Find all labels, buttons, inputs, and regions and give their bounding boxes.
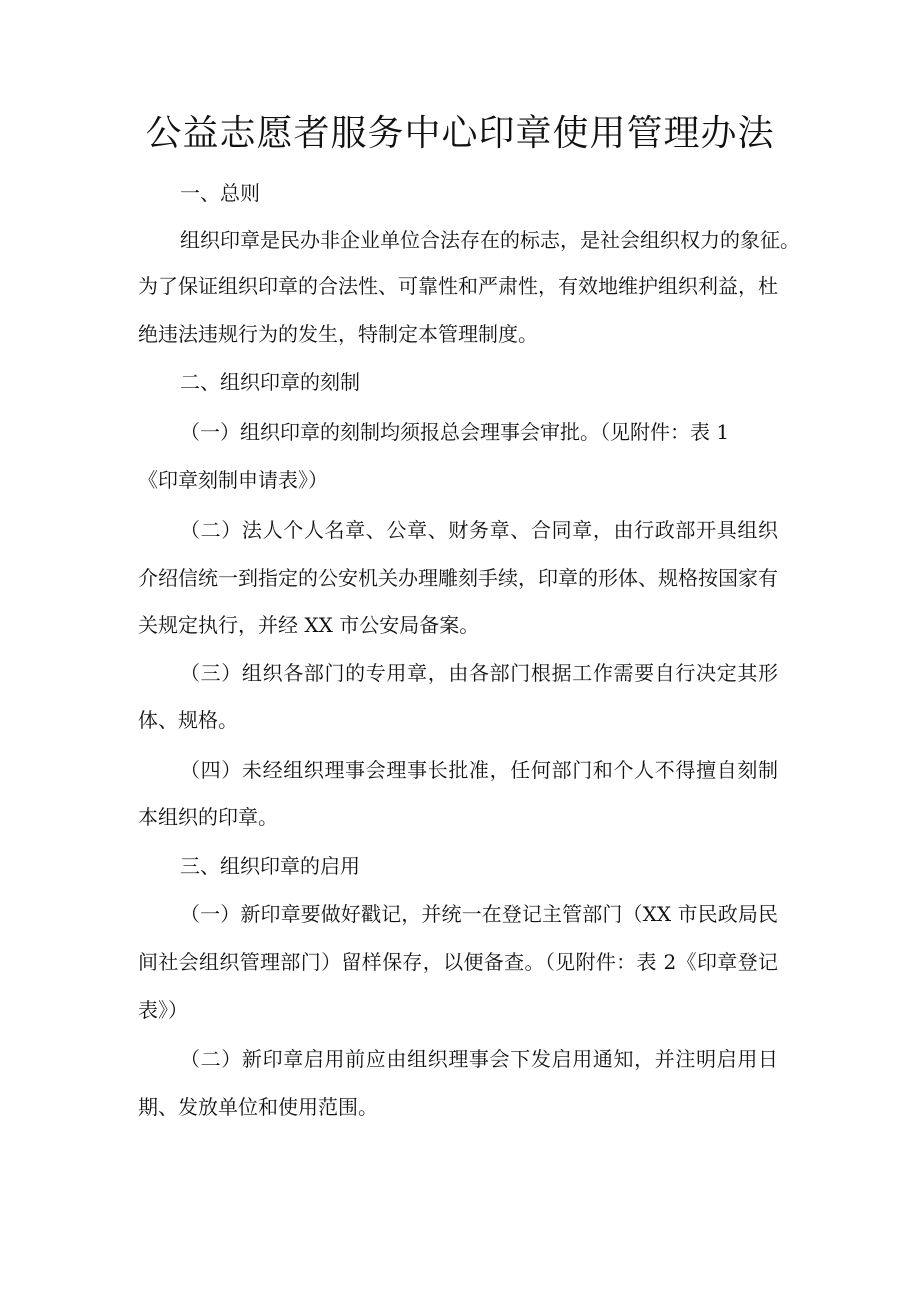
paragraph-line: 介绍信统一到指定的公安机关办理雕刻手续，印章的形体、规格按国家有 <box>138 566 778 590</box>
paragraph-line: （二）新印章启用前应由组织理事会下发启用通知，并注明启用日 <box>180 1047 778 1071</box>
document-title: 公益志愿者服务中心印章使用管理办法 <box>145 113 775 154</box>
section-heading: 一、总则 <box>180 181 260 205</box>
paragraph-line: 组织印章是民办非企业单位合法存在的标志，是社会组织权力的象征。 <box>180 228 800 252</box>
paragraph-line: 表》） <box>138 998 188 1022</box>
paragraph-line: 关规定执行，并经 XX 市公安局备案。 <box>138 613 480 637</box>
paragraph-line: 间社会组织管理部门）留样保存，以便备查。（见附件：表 2《印章登记 <box>138 950 778 974</box>
paragraph-line: （一）新印章要做好戳记，并统一在登记主管部门（XX 市民政局民 <box>180 902 778 926</box>
paragraph-line: 期、发放单位和使用范围。 <box>138 1095 378 1119</box>
paragraph-line: （三）组织各部门的专用章，由各部门根据工作需要自行决定其形 <box>180 661 778 685</box>
paragraph-line: 为了保证组织印章的合法性、可靠性和严肃性，有效地维护组织利益，杜 <box>138 274 778 298</box>
paragraph-line: （四）未经组织理事会理事长批准，任何部门和个人不得擅自刻制 <box>180 758 778 782</box>
paragraph-line: 绝违法违规行为的发生，特制定本管理制度。 <box>138 322 538 346</box>
paragraph-line: （二）法人个人名章、公章、财务章、合同章，由行政部开具组织 <box>180 518 778 542</box>
section-heading: 三、组织印章的启用 <box>180 854 360 878</box>
paragraph-line: 本组织的印章。 <box>138 805 278 829</box>
section-heading: 二、组织印章的刻制 <box>180 370 360 394</box>
paragraph-line: 体、规格。 <box>138 708 238 732</box>
paragraph-line: 《印章刻制申请表》） <box>138 468 328 492</box>
paragraph-line: （一）组织印章的刻制均须报总会理事会审批。（见附件：表 1 <box>180 420 730 444</box>
